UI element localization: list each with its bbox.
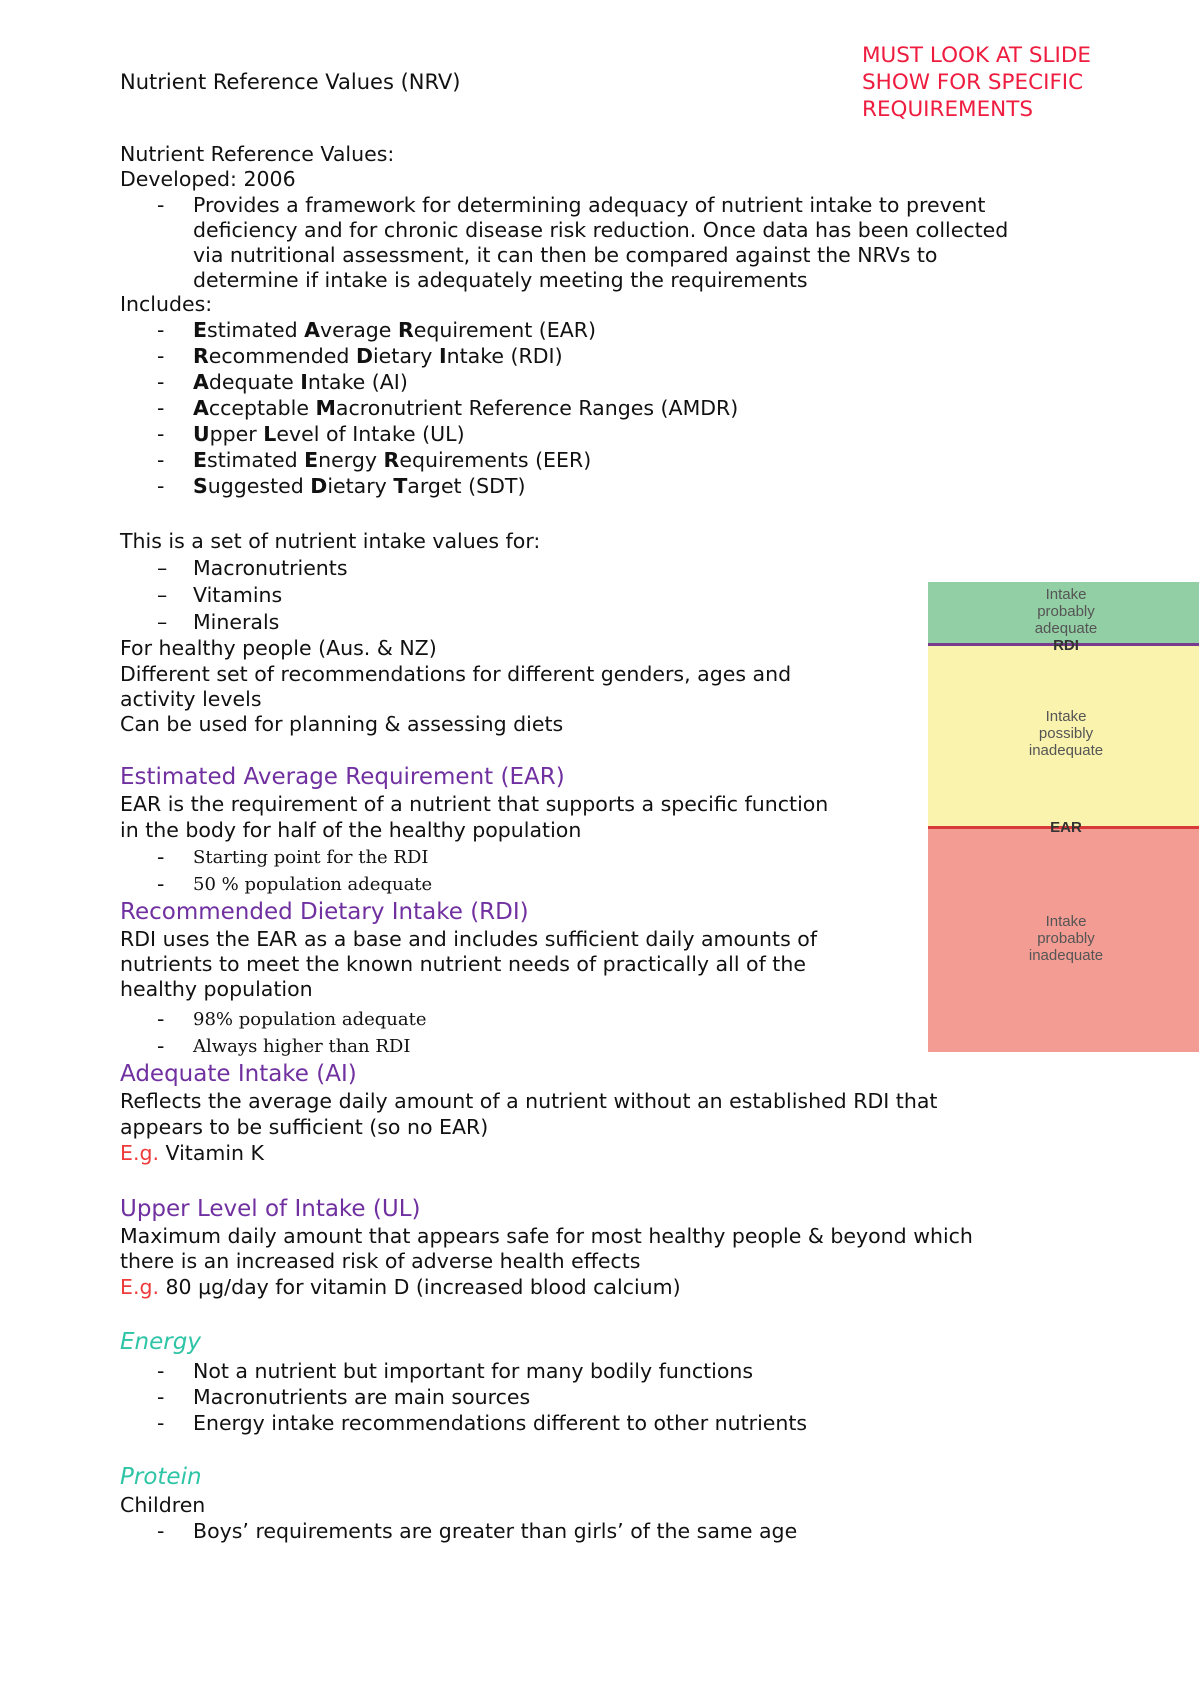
bullet-dash: - xyxy=(157,448,165,472)
different-line: Different set of recommendations for different genders, ages and xyxy=(120,662,792,686)
includes-item: Estimated Average Requirement (EAR) xyxy=(193,318,596,342)
eg-label: E.g. xyxy=(120,1275,159,1299)
rdi-label: RDI xyxy=(1053,637,1079,654)
label-line: Intake xyxy=(1045,708,1087,725)
ai-line: Reflects the average daily amount of a nutrient without an established RDI that xyxy=(120,1089,938,1113)
includes-item: Estimated Energy Requirements (EER) xyxy=(193,448,592,472)
ai-heading: Adequate Intake (AI) xyxy=(120,1061,357,1087)
ear-bullet: 50 % population adequate xyxy=(193,874,433,895)
ul-example xyxy=(120,1275,681,1300)
bullet-dash: - xyxy=(157,1519,165,1543)
eg-label: E.g. xyxy=(120,1141,159,1165)
includes-item: Upper Level of Intake (UL) xyxy=(193,422,465,446)
ear-heading: Estimated Average Requirement (EAR) xyxy=(120,764,565,790)
includes-item: Acceptable Macronutrient Reference Ranges (AMDR) xyxy=(193,396,739,420)
set-item: Vitamins xyxy=(193,583,283,607)
energy-heading: Energy xyxy=(120,1329,201,1355)
eg-text: 80 μg/day for vitamin D (increased blood calcium) xyxy=(159,1275,681,1299)
label-line: inadequate xyxy=(1028,742,1104,759)
healthy-text: For healthy people (Aus. & NZ) xyxy=(120,636,437,660)
intake-adequacy-figure xyxy=(928,582,1199,1052)
warning-line: MUST LOOK AT SLIDE xyxy=(862,43,1092,68)
rdi-bullet: 98% population adequate xyxy=(193,1009,427,1030)
ear-line: EAR is the requirement of a nutrient that supports a specific function xyxy=(120,792,829,816)
bullet-dash: - xyxy=(157,396,165,420)
bullet-dash: - xyxy=(157,1385,165,1409)
bullet-dash: - xyxy=(157,370,165,394)
bottom-zone-label xyxy=(961,913,1171,964)
ai-example xyxy=(120,1141,264,1166)
rdi-bullet: Always higher than RDI xyxy=(193,1036,411,1057)
protein-sub: Children xyxy=(120,1493,206,1517)
middle-zone-label xyxy=(961,708,1171,759)
framework-line: deficiency and for chronic disease risk reduction. Once data has been collected xyxy=(193,218,1009,242)
label-line: probably xyxy=(1037,930,1095,947)
ai-line: appears to be sufficient (so no EAR) xyxy=(120,1115,489,1139)
includes-label: Includes: xyxy=(120,292,213,316)
bullet-dash: - xyxy=(157,474,165,498)
includes-item: Suggested Dietary Target (SDT) xyxy=(193,474,526,498)
rdi-line: nutrients to meet the known nutrient needs of practically all of the xyxy=(120,952,806,976)
framework-line: via nutritional assessment, it can then be compared against the NRVs to xyxy=(193,243,938,267)
protein-bullet: Boys’ requirements are greater than girls’ of the same age xyxy=(193,1519,798,1543)
bullet-dash: - xyxy=(157,344,165,368)
framework-line: Provides a framework for determining adequacy of nutrient intake to prevent xyxy=(193,193,986,217)
energy-bullet: Energy intake recommendations different to other nutrients xyxy=(193,1411,808,1435)
ul-heading: Upper Level of Intake (UL) xyxy=(120,1196,421,1222)
eg-text: Vitamin K xyxy=(159,1141,265,1165)
warning-line: REQUIREMENTS xyxy=(862,97,1034,122)
includes-item: Recommended Dietary Intake (RDI) xyxy=(193,344,563,368)
label-line: adequate xyxy=(1034,620,1098,637)
label-line: possibly xyxy=(1038,725,1094,742)
ul-line: there is an increased risk of adverse health effects xyxy=(120,1249,641,1273)
bullet-dash: - xyxy=(157,422,165,446)
warning-line: SHOW FOR SPECIFIC xyxy=(862,70,1084,95)
rdi-line: RDI uses the EAR as a base and includes sufficient daily amounts of xyxy=(120,927,818,951)
bullet-dash: - xyxy=(157,1359,165,1383)
rdi-line: healthy population xyxy=(120,977,313,1001)
label-line: Intake xyxy=(1045,913,1087,930)
page-title: Nutrient Reference Values (NRV) xyxy=(120,70,461,94)
bullet-dash: – xyxy=(157,610,168,634)
set-label: This is a set of nutrient intake values for: xyxy=(120,529,541,553)
set-item: Minerals xyxy=(193,610,280,634)
rdi-heading: Recommended Dietary Intake (RDI) xyxy=(120,899,529,925)
usage-text: Can be used for planning & assessing diets xyxy=(120,712,564,736)
bullet-dash: - xyxy=(157,1007,165,1031)
label-line: probably xyxy=(1037,603,1095,620)
different-line: activity levels xyxy=(120,687,262,711)
ear-bullet: Starting point for the RDI xyxy=(193,847,429,868)
bullet-dash: - xyxy=(157,1411,165,1435)
ear-label: EAR xyxy=(1050,819,1082,836)
ear-line: in the body for half of the healthy population xyxy=(120,818,582,842)
ul-line: Maximum daily amount that appears safe for most healthy people & beyond which xyxy=(120,1224,973,1248)
warning-note xyxy=(862,42,1182,123)
bullet-dash: – xyxy=(157,556,168,580)
set-item: Macronutrients xyxy=(193,556,348,580)
energy-bullet: Macronutrients are main sources xyxy=(193,1385,531,1409)
bullet-dash: – xyxy=(157,583,168,607)
bullet-dash: - xyxy=(157,193,165,217)
bullet-dash: - xyxy=(157,1034,165,1058)
bullet-dash: - xyxy=(157,872,165,896)
framework-line: determine if intake is adequately meeting the requirements xyxy=(193,268,808,292)
developed-text: Developed: 2006 xyxy=(120,167,296,191)
protein-heading: Protein xyxy=(120,1464,202,1490)
nrv-label: Nutrient Reference Values: xyxy=(120,142,395,166)
label-line: inadequate xyxy=(1028,947,1104,964)
bullet-dash: - xyxy=(157,318,165,342)
includes-item: Adequate Intake (AI) xyxy=(193,370,408,394)
label-line: Intake xyxy=(1045,586,1087,603)
energy-bullet: Not a nutrient but important for many bodily functions xyxy=(193,1359,754,1383)
bullet-dash: - xyxy=(157,845,165,869)
top-zone-label xyxy=(961,586,1171,637)
